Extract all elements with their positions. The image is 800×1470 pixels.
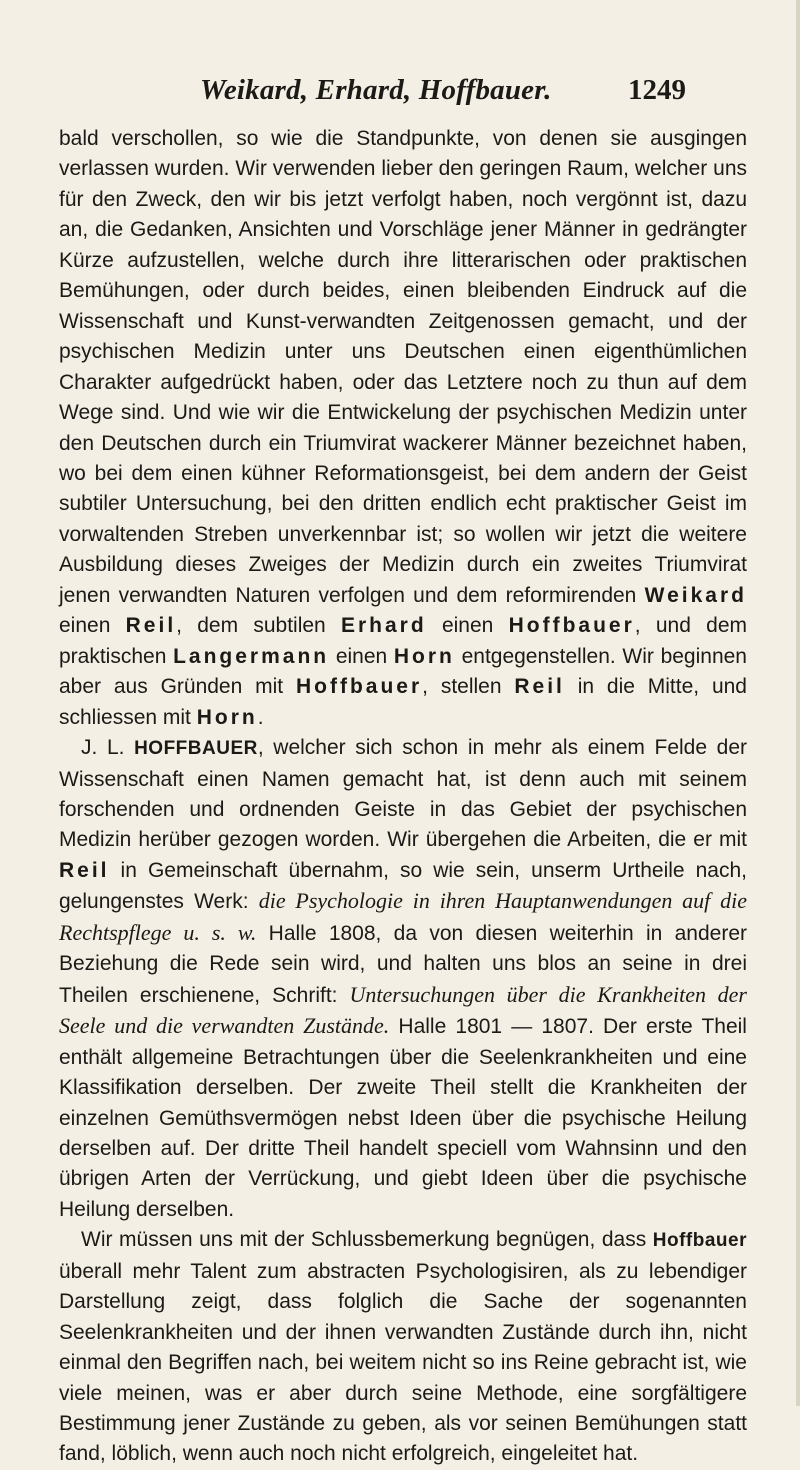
running-title: Weikard, Erhard, Hoffbauer. (200, 74, 552, 106)
person-name: Erhard (341, 614, 427, 638)
book-title: Untersuchungen über die Krankheiten der Seele und die verwandten Zustände. (59, 981, 747, 1039)
text-run: einen (329, 644, 394, 668)
person-name: Langermann (173, 644, 330, 668)
text-run: Halle 1801 — 1807. Der erste Theil enthält allgemeine Betrachtungen über die Seelenkrankheiten und eine Klassifikation derselben. Der zweite Theil stellt die Krankheiten der einzelnen Gemüthsvermögen nebst Ideen über die psychische Heilung derselben auf. Der dritte Theil handelt speciell vom Wahnsinn und den übrigen Arten der Verrückung, und giebt Ideen über die psychische Heilung derselben. (59, 1015, 747, 1221)
person-name: Reil (125, 614, 177, 638)
text-run: Wir müssen uns mit der Schlussbemerkung begnügen, dass (81, 1228, 653, 1252)
paragraph-1 (59, 124, 747, 733)
person-name: Weikard (644, 583, 747, 607)
text-run: bald verschollen, so wie die Standpunkte, von denen sie ausgingen verlassen wurden. Wir verwenden lieber den geringen Raum, welcher uns für den Zweck, den wir bis jetzt verfolgt haben, noch vergönnt ist, dazu an, die Gedanken, Ansichten und Vorschläge jener Männer in gedrängter Kürze aufzustellen, welche durch ihre litterarischen oder praktischen Bemühungen, oder durch beides, einen bleibenden Eindruck auf die Wissenschaft und Kunst-verwandten Zeitgenossen gemacht, und der psychischen Medizin unter uns Deutschen einen eigenthümlichen Charakter aufgedrückt haben, oder das Letztere noch zu thun auf dem Wege sind. Und wie wir die Entwickelung der psychischen Medizin unter den Deutschen durch ein Triumvirat wackerer Männer bezeichnet haben, wo bei dem einen kühner Reformationsgeist, bei dem andern der Geist subtiler Untersuchung, bei den dritten endlich echt praktischer Geist im vorwaltenden Streben unverkennbar ist; so wollen wir jetzt die weitere Ausbildung dieses Zweiges der Medizin durch ein zweites Triumvirat jenen verwandten Naturen verfolgen und dem reformirenden (59, 127, 747, 607)
text-run: einen (59, 614, 126, 638)
person-name: Horn (196, 705, 258, 729)
text-run: einen (426, 614, 509, 638)
text-run: in Gemeinschaft übernahm, so wie sein, unserm Urtheile nach, gelungenstes Werk: (59, 858, 747, 914)
page-edge-shadow (796, 0, 800, 1406)
body-text (59, 124, 747, 1470)
book-title: die Psychologie in ihren Hauptanwendungen auf die Rechtspflege u. s. w. (59, 888, 747, 945)
page-header (0, 74, 800, 114)
text-run: , dem subtilen (176, 614, 341, 638)
text-run: , und dem praktischen (59, 614, 747, 668)
person-name: HOFFBAUER (134, 738, 258, 760)
text-run: entgegenstellen. Wir beginnen aber aus Gründen mit (59, 644, 747, 699)
text-run: , stellen (422, 675, 515, 699)
person-name: Horn (393, 644, 455, 668)
text-run: J. L. (81, 736, 135, 760)
text-run: überall mehr Talent zum abstracten Psychologisiren, als zu lebendiger Darstellung zeigt, dass folglich die Sache der sogenannten Seelenkrankheiten und der ihnen verwandten Zustände durch ihn, nicht einmal den Begriffen nach, bei weitem nicht so ins Reine gebracht ist, wie viele meinen, was er aber durch seine Methode, eine sorgfältigere Bestimmung jener Zustände zu geben, als vor seinen Bemühungen statt fand, löblich, wenn auch noch nicht erfolgreich, eingeleitet hat. (59, 1259, 747, 1466)
paragraph-2 (59, 733, 747, 1225)
person-name: Reil (59, 858, 110, 882)
person-name: Hoffbauer (652, 1230, 747, 1252)
text-run: Halle 1808, da von diesen weiterhin in anderer Beziehung die Rede sein wird, und halten uns blos an seine in drei Theilen erschienene, Schrift: (59, 921, 747, 1007)
paragraph-3 (59, 1225, 747, 1470)
person-name: Hoffbauer (295, 675, 423, 699)
person-name: Reil (514, 675, 565, 699)
person-name: Hoffbauer (508, 614, 635, 638)
text-run: . (257, 705, 264, 729)
page-number: 1249 (628, 74, 686, 106)
text-run: in die Mitte, und schliessen mit (59, 675, 747, 729)
text-run: , welcher sich schon in mehr als einem Felde der Wissenschaft einen Namen gemacht hat, ist denn auch mit seinem forschenden und ordnenden Geiste in das Gebiet der psychischen Medizin herüber gezogen worden. Wir übergehen die Arbeiten, die er mit (59, 736, 747, 852)
